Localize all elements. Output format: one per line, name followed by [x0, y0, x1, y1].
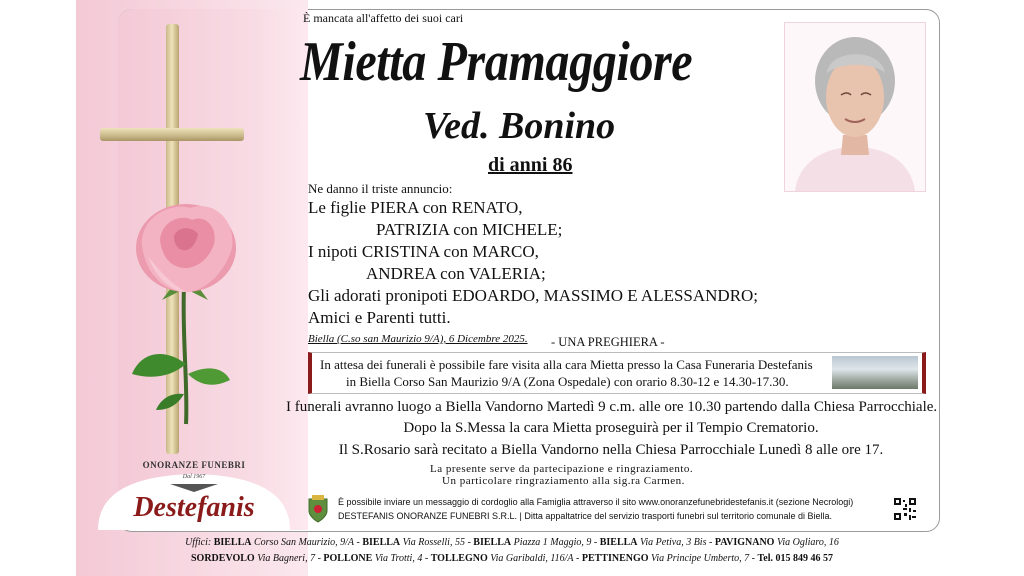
office-city: BIELLA [599, 537, 638, 548]
announcement-intro: Ne danno il triste annuncio: [308, 181, 453, 196]
office-address: Piazza 1 Maggio, 9 [513, 537, 592, 548]
office-address: Via Principe Umberto, 7 [651, 553, 750, 564]
office-city: POLLONE [323, 553, 373, 564]
destefanis-logo [94, 456, 294, 530]
company-info: DESTEFANIS ONORANZE FUNEBRI S.R.L. | Ditta appaltatrice del servizio trasporti funebri sul territorio comunale di Biella. [338, 511, 833, 521]
office-city: PETTINENGO [581, 553, 649, 564]
visit-notice-line: In attesa dei funerali è possibile fare visita alla cara Mietta presso la Casa Funeraria Destefanis [320, 357, 813, 372]
thanks-line: Un particolare ringraziamento alla sig.ra Carmen. [442, 475, 685, 487]
portrait-photo [784, 22, 926, 192]
office-address: Via Trotti, 4 [374, 553, 423, 564]
married-name: Ved. Bonino [423, 105, 616, 147]
cross-arm [100, 128, 244, 141]
offices-row-1: Uffici: BIELLA Corso San Maurizio, 9/A - BIELLA Via Rosselli, 55 - BIELLA Piazza 1 Maggio, 9 - BIELLA Via Petiva, 3 Bis - PAVIGNANO Via Ogliaro, 16 [185, 537, 839, 548]
office-city: TOLLEGNO [430, 553, 488, 564]
relatives-line: I nipoti CRISTINA con MARCO, [308, 242, 539, 261]
visit-notice-text [320, 356, 813, 390]
logo-since: Dal 1967 [182, 474, 206, 480]
office-city: BIELLA [473, 537, 512, 548]
office-phone: Tel. 015 849 46 57 [757, 553, 833, 564]
office-address: Via Garibaldi, 116/A [490, 553, 574, 564]
intro-text: È mancata all'affetto dei suoi cari [303, 11, 464, 25]
age-text: di anni 86 [488, 154, 573, 176]
office-city: BIELLA [362, 537, 401, 548]
office-address: Via Bagneri, 7 [257, 553, 316, 564]
office-city: PAVIGNANO [714, 537, 775, 548]
office-address: Via Ogliaro, 16 [776, 537, 839, 548]
funeral-line: Il S.Rosario sarà recitato a Biella Vandorno nella Chiesa Parrocchiale Lunedì 8 alle ore 17. [338, 442, 884, 458]
portrait-icon [785, 23, 925, 191]
relatives-line: PATRIZIA con MICHELE; [376, 220, 563, 239]
prayer-text: - UNA PREGHIERA - [551, 335, 665, 349]
thanks-line: La presente serve da partecipazione e ringraziamento. [430, 463, 694, 475]
relatives-line: Le figlie PIERA con RENATO, [308, 198, 523, 217]
funeral-line: I funerali avranno luogo a Biella Vandorno Martedì 9 c.m. alle ore 10.30 partendo dalla Chiesa Parrocchiale. [286, 399, 938, 415]
office-address: Via Rosselli, 55 [402, 537, 465, 548]
logo-arc-text: ONORANZE FUNEBRI [142, 460, 246, 470]
place-date: Biella (C.so san Maurizio 9/A), 6 Dicembre 2025. [308, 333, 528, 345]
qr-code-icon[interactable] [894, 498, 916, 520]
deceased-name: Mietta Pramaggiore [300, 31, 693, 93]
relatives-line: Gli adorati pronipoti EDOARDO, MASSIMO E ALESSANDRO; [308, 286, 759, 305]
condolence-link-text[interactable]: È possibile inviare un messaggio di cordoglio alla Famiglia attraverso il sito www.onoranzefunebridestefanis.it (sezione Necrologi) [338, 497, 854, 507]
visit-notice-box [308, 352, 926, 394]
biella-crest-icon [306, 495, 330, 523]
visit-notice-line: in Biella Corso San Maurizio 9/A (Zona Ospedale) con orario 8.30-12 e 14.30-17.30. [346, 374, 789, 389]
offices-row-2: SORDEVOLO Via Bagneri, 7 - POLLONE Via Trotti, 4 - TOLLEGNO Via Garibaldi, 116/A - PETTINENGO Via Principe Umberto, 7 - Tel. 015 849 46 57 [191, 553, 833, 564]
relatives-line: Amici e Parenti tutti. [308, 308, 451, 327]
rose-icon [112, 196, 262, 426]
office-address: Corso San Maurizio, 9/A [253, 537, 354, 548]
relatives-line: ANDREA con VALERIA; [366, 264, 546, 283]
offices-prefix: Uffici: [185, 537, 212, 548]
obituary-sheet [76, 0, 948, 576]
office-city: BIELLA [213, 537, 252, 548]
funeral-home-photo [832, 356, 918, 389]
logo-brand: Destefanis [133, 492, 255, 523]
funeral-line: Dopo la S.Messa la cara Mietta proseguirà per il Tempio Crematorio. [403, 420, 819, 436]
office-address: Via Petiva, 3 Bis [640, 537, 707, 548]
office-city: SORDEVOLO [191, 553, 255, 564]
